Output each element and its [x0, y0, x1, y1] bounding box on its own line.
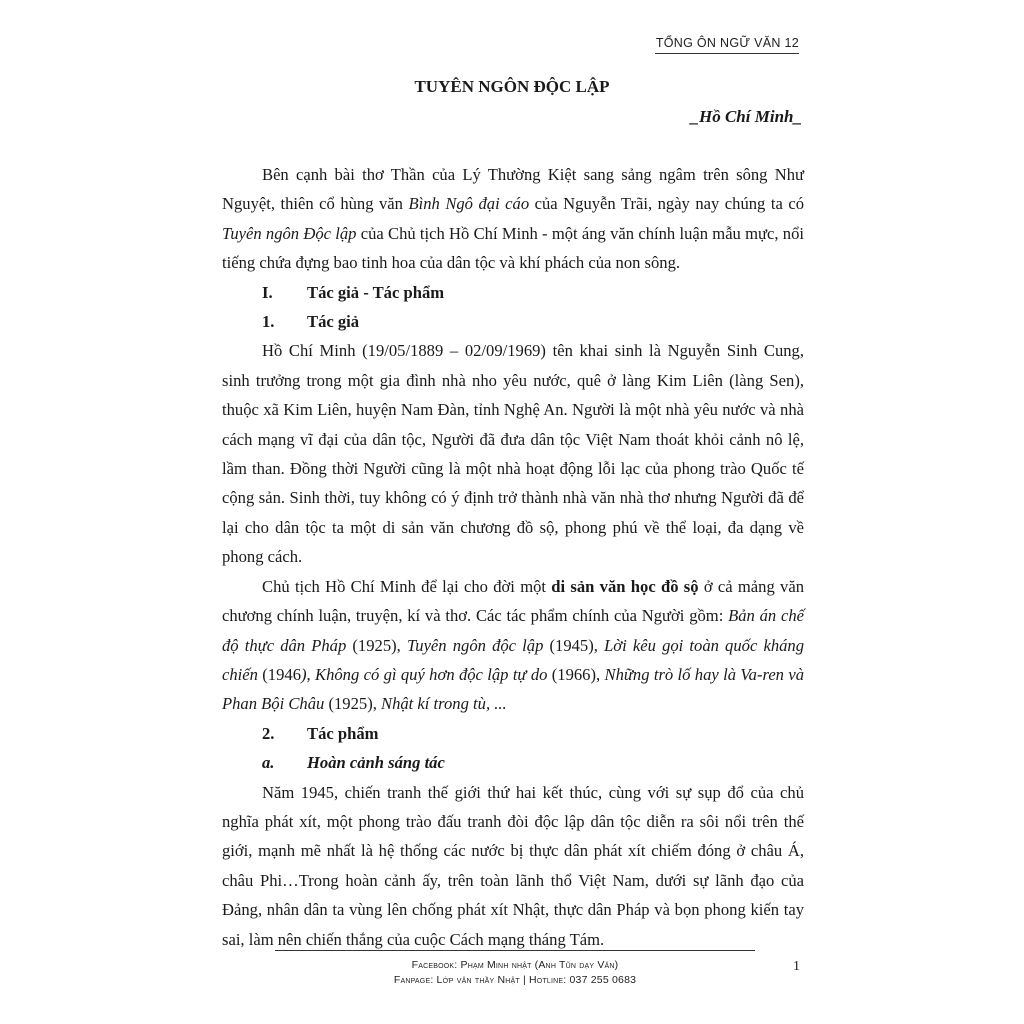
subsection-heading-work-label: Tác phẩm [307, 723, 379, 743]
legacy-text-2: ở cả mảng văn chương chính luận, truyện, kí và thơ. Các tác phẩm chính của Người gồm: [222, 576, 804, 626]
intro-text-2: của Nguyễn Trãi, ngày nay chúng ta có [529, 194, 804, 214]
author-bio-paragraph: Hồ Chí Minh (19/05/1889 – 02/09/1969) tên khai sinh là Nguyễn Sinh Cung, sinh trưởng trong một gia đình nhà nho yêu nước, quê ở làng Kim Liên (làng Sen), thuộc xã Kim Liên, huyện Nam Đàn, tỉnh Nghệ An. Người là một nhà yêu nước và nhà cách mạng vĩ đại của dân tộc, Người đã đưa dân tộc Việt Nam thoát khỏi cảnh nô lệ, lầm than. Đồng thời Người cũng là một nhà hoạt động lỗi lạc của phong trào Quốc tế cộng sản. Sinh thời, tuy không có ý định trở thành nhà văn nhà thơ nhưng Người đã để lại cho dân tộc ta một di sản văn chương đồ sộ, phong phú về thể loại, đa dạng về phong cách. [222, 341, 804, 567]
legacy-bold: di sản văn học đồ sộ [551, 576, 699, 596]
work-title-4: ), Không có gì quý hơn độc lập tự do [301, 664, 548, 684]
subsection-heading-author [222, 307, 804, 336]
footer-fanpage: Fanpage: Lớp văn thầy Nhật | Hotline: 037 255 0683 [393, 974, 637, 986]
document-body [222, 160, 804, 954]
subsection-heading-context-num: a. [262, 753, 275, 773]
section-heading-1-label: Tác giả - Tác phẩm [307, 282, 445, 302]
intro-italic-1: Bình Ngô đại cáo [408, 194, 530, 214]
page-number: 1 [793, 959, 800, 974]
footer-facebook: Facebook: Phạm Minh nhật (Anh Tũn dạy Văn) [411, 959, 619, 971]
work-title-2: Tuyên ngôn độc lập [406, 635, 544, 655]
work-title-3: Lời kêu gọi toàn quốc kháng chiến [222, 635, 805, 684]
legacy-text-1: Chủ tịch Hồ Chí Minh để lại cho đời một [262, 576, 552, 596]
work-year-1: (1925), [346, 635, 407, 655]
section-heading-1-num: I. [262, 282, 273, 302]
document-title: TUYÊN NGÔN ĐỘC LẬP [414, 77, 610, 96]
subsection-heading-author-num: 1. [262, 312, 275, 332]
intro-text-1: Bên cạnh bài thơ Thần của Lý Thường Kiệt sang sảng ngâm trên sông Như Nguyệt, thiên cổ hùng văn [222, 165, 804, 214]
subsection-heading-author-label: Tác giả [307, 312, 360, 332]
work-title-6: Nhật kí trong tù, ... [381, 694, 507, 714]
legacy-paragraph [222, 572, 804, 719]
work-year-4: (1966), [547, 664, 605, 684]
context-paragraph: Năm 1945, chiến tranh thế giới thứ hai kết thúc, cùng với sự sụp đổ của chủ nghĩa phát xít, một phong trào đấu tranh đòi độc lập dân tộc diễn ra sôi nổi trên thế giới, mạnh mẽ nhất là hệ thống các nước bị thực dân phát xít chiếm đóng ở châu Á, châu Phi…Trong hoàn cảnh ấy, trên toàn lãnh thổ Việt Nam, dưới sự lãnh đạo của Đảng, nhân dân ta vùng lên chống phát xít Nhật, thực dân Pháp và bọn phong kiến tay sai, làm nên chiến thắng của cuộc Cách mạng tháng Tám. [222, 782, 804, 949]
author-line: _Hồ Chí Minh_ [690, 107, 802, 126]
subsection-heading-context-label: Hoàn cảnh sáng tác [307, 753, 445, 773]
work-year-5: (1925), [324, 694, 382, 714]
section-heading-1 [222, 278, 804, 307]
work-title-1: Bản án chế độ thực dân Pháp [222, 606, 804, 655]
running-header: TỔNG ÔN NGỮ VĂN 12 [655, 36, 799, 54]
work-year-3: (1946 [257, 664, 301, 684]
subsection-heading-context [222, 748, 804, 777]
subsection-heading-work [222, 719, 804, 748]
intro-paragraph [222, 160, 804, 278]
page-footer [275, 958, 755, 988]
work-title-5: Những trò lố hay là Va-ren và Phan Bội Châu [222, 664, 804, 714]
work-year-2: (1945), [543, 635, 605, 655]
intro-text-3: của Chủ tịch Hồ Chí Minh - một áng văn chính luận mẫu mực, nổi tiếng chứa đựng bao tinh hoa của dân tộc và khí phách của non sông. [222, 223, 804, 273]
subsection-heading-work-num: 2. [262, 723, 275, 743]
intro-italic-2: Tuyên ngôn Độc lập [222, 223, 357, 243]
footer-divider [275, 950, 755, 951]
